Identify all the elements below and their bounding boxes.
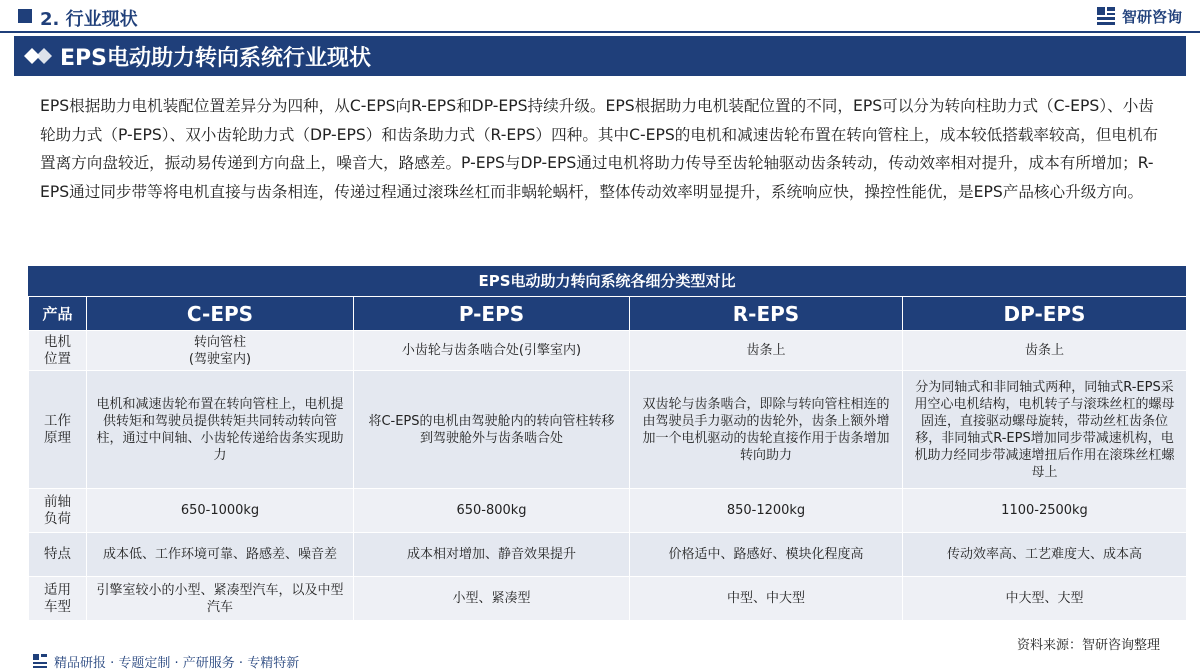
header-p-eps: P-EPS (354, 297, 630, 331)
footer (0, 650, 1200, 672)
table-cell: 小型、紧凑型 (354, 577, 630, 621)
comparison-table-wrap (28, 266, 1186, 621)
table-cell: 电机和减速齿轮布置在转向管柱上，电机提供转矩和驾驶员提供转矩共同转动转向管柱，通过中间轴、小齿轮传递给齿条实现助力 (87, 371, 354, 489)
header-dp-eps: DP-EPS (903, 297, 1187, 331)
brand-logo-icon (1096, 6, 1116, 26)
row-applicable-models (29, 577, 1187, 621)
title-banner (14, 36, 1186, 76)
table-cell: 1100-2500kg (903, 489, 1187, 533)
row-label: 前轴 负荷 (29, 489, 87, 533)
table-cell: 转向管柱 (驾驶室内) (87, 331, 354, 371)
top-header (0, 0, 1200, 34)
table-cell: 650-800kg (354, 489, 630, 533)
table-cell: 双齿轮与齿条啮合，即除与转向管柱相连的由驾驶员手力驱动的齿轮外，齿条上额外增加一个电机驱动的齿轮直接作用于齿条增加转向助力 (630, 371, 903, 489)
comparison-table (28, 296, 1187, 621)
brand (1096, 5, 1182, 27)
table-cell: 引擎室较小的小型、紧凑型汽车，以及中型汽车 (87, 577, 354, 621)
header-r-eps: R-EPS (630, 297, 903, 331)
header-divider (0, 31, 1200, 33)
source-note: 资料来源：智研咨询整理 (1016, 638, 1160, 653)
table-cell: 齿条上 (903, 331, 1187, 371)
row-features (29, 533, 1187, 577)
header-product: 产品 (29, 297, 87, 331)
header-c-eps: C-EPS (87, 297, 354, 331)
table-cell: 成本相对增加、静音效果提升 (354, 533, 630, 577)
table-cell: 成本低、工作环境可靠、路感差、噪音差 (87, 533, 354, 577)
row-front-axle-load (29, 489, 1187, 533)
table-cell: 将C-EPS的电机由驾驶舱内的转向管柱转移到驾驶舱外与齿条啮合处 (354, 371, 630, 489)
table-cell: 中大型、大型 (903, 577, 1187, 621)
row-label: 电机 位置 (29, 331, 87, 371)
table-cell: 中型、中大型 (630, 577, 903, 621)
brand-name: 智研咨询 (1121, 7, 1182, 26)
table-title: EPS电动助力转向系统各细分类型对比 (28, 266, 1186, 296)
row-motor-position (29, 331, 1187, 371)
table-cell: 价格适中、路感好、模块化程度高 (630, 533, 903, 577)
row-working-principle (29, 371, 1187, 489)
footer-logo-icon (32, 653, 48, 669)
row-label: 特点 (29, 533, 87, 577)
page-title: EPS电动助力转向系统行业现状 (60, 46, 371, 71)
table-cell: 分为同轴式和非同轴式两种，同轴式R-EPS采用空心电机结构，电机转子与滚珠丝杠的螺母固连，直接驱动螺母旋转，带动丝杠齿条位移，非同轴式R-EPS增加同步带减速机构，电机助力经同步带减速增扭后作用在滚珠丝杠螺母上 (903, 371, 1187, 489)
row-label: 适用 车型 (29, 577, 87, 621)
intro-paragraph: EPS根据助力电机装配位置差异分为四种，从C-EPS向R-EPS和DP-EPS持续升级。EPS根据助力电机装配位置的不同，EPS可以分为转向柱助力式（C-EPS）、小齿轮助力式（P-EPS）、双小齿轮助力式（DP-EPS）和齿条助力式（R-EPS）四种。其中C-EPS的电机和减速齿轮布置在转向管柱上，成本较低搭载率较高，但电机布置离方向盘较近，振动易传递到方向盘上，噪音大，路感差。P-EPS与DP-EPS通过电机将助力传导至齿轮轴驱动齿条转动，传动效率相对提升，成本有所增加；R-EPS通过同步带等将电机直接与齿条相连，传递过程通过滚珠丝杠而非蜗轮蜗杆，整体传动效率明显提升，系统响应快，操控性能优，是EPS产品核心升级方向。 (40, 97, 1159, 201)
table-header-row (29, 297, 1187, 331)
diamond-icon (24, 48, 54, 64)
table-cell: 传动效率高、工艺难度大、成本高 (903, 533, 1187, 577)
section-marker (18, 9, 32, 23)
footer-tagline: 精品研报 · 专题定制 · 产研服务 · 专精特新 (54, 656, 300, 671)
table-cell: 齿条上 (630, 331, 903, 371)
section-title: 2. 行业现状 (40, 9, 138, 30)
table-cell: 650-1000kg (87, 489, 354, 533)
table-cell: 小齿轮与齿条啮合处(引擎室内) (354, 331, 630, 371)
table-cell: 850-1200kg (630, 489, 903, 533)
row-label: 工作 原理 (29, 371, 87, 489)
